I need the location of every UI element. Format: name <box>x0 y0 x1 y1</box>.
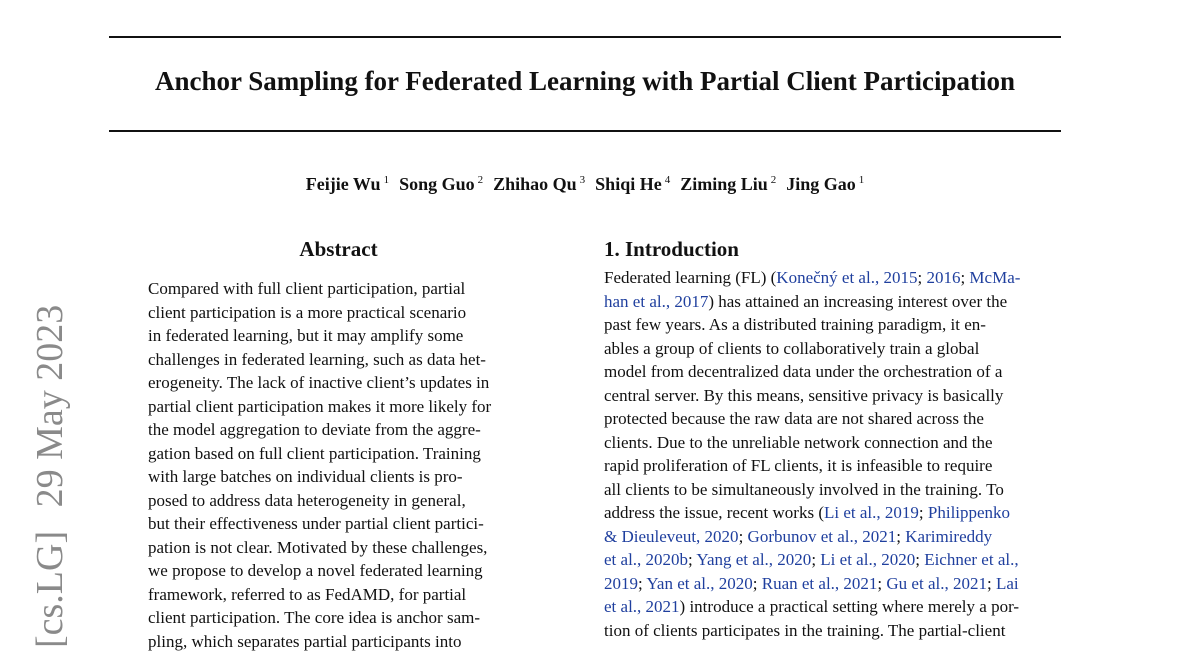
introduction-line <box>604 595 1064 619</box>
author <box>595 174 670 194</box>
citation-link[interactable]: McMa- <box>969 268 1020 287</box>
title-rule-top <box>109 36 1061 38</box>
author-name: Zhihao Qu <box>493 174 577 194</box>
author-affiliation-mark: 3 <box>580 174 586 186</box>
text-run: ) introduce a practical setting where merely a por- <box>680 597 1020 616</box>
text-run: clients. Due to the unreliable network connection and the <box>604 433 993 452</box>
author-name: Feijie Wu <box>306 174 381 194</box>
text-run: ; <box>739 527 748 546</box>
author <box>493 174 585 194</box>
author <box>680 174 776 194</box>
citation-link[interactable]: Li et al., 2020 <box>820 550 915 569</box>
introduction-line <box>604 501 1064 525</box>
text-run: ; <box>688 550 696 569</box>
abstract-line: the model aggregation to deviate from the aggre- <box>148 418 529 442</box>
author-name: Shiqi He <box>595 174 662 194</box>
citation-link[interactable]: Gorbunov et al., 2021 <box>748 527 897 546</box>
citation-link[interactable]: 2016 <box>926 268 960 287</box>
citation-link[interactable]: Yang et al., 2020 <box>696 550 811 569</box>
citation-link[interactable]: Gu et al., 2021 <box>886 574 987 593</box>
author-list <box>0 174 1170 195</box>
introduction-heading: 1. Introduction <box>604 237 739 262</box>
abstract-line: pling, which separates partial participants into <box>148 630 529 653</box>
text-run: ables a group of clients to collaboratively train a global <box>604 339 979 358</box>
citation-link[interactable]: Eichner et al., <box>924 550 1018 569</box>
text-run: ; <box>919 503 928 522</box>
abstract-line: client participation is a more practical scenario <box>148 301 529 325</box>
text-run: address the issue, recent works ( <box>604 503 824 522</box>
author-name: Jing Gao <box>786 174 856 194</box>
introduction-line <box>604 360 1064 384</box>
author-affiliation-mark: 2 <box>771 174 777 186</box>
introduction-line <box>604 384 1064 408</box>
text-run: ; <box>960 268 969 287</box>
text-run: ; <box>896 527 905 546</box>
abstract-line: but their effectiveness under partial client partici- <box>148 512 529 536</box>
citation-link[interactable]: Yan et al., 2020 <box>646 574 752 593</box>
abstract-line: with large batches on individual clients is pro- <box>148 465 529 489</box>
author-affiliation-mark: 4 <box>665 174 671 186</box>
abstract-line: pation is not clear. Motivated by these challenges, <box>148 536 529 560</box>
text-run: ; <box>811 550 820 569</box>
text-run: ; <box>917 268 926 287</box>
arxiv-category: [cs.LG] <box>29 531 71 648</box>
arxiv-date: 29 May 2023 <box>29 305 71 508</box>
author-name: Ziming Liu <box>680 174 768 194</box>
introduction-line <box>604 525 1064 549</box>
abstract-line: posed to address data heterogeneity in general, <box>148 489 529 513</box>
arxiv-sidebar-stamp <box>28 288 72 648</box>
author-name: Song Guo <box>399 174 475 194</box>
text-run: tion of clients participates in the training. The partial-client <box>604 621 1005 640</box>
text-run: rapid proliferation of FL clients, it is infeasible to require <box>604 456 992 475</box>
introduction-line <box>604 337 1064 361</box>
abstract-line: client participation. The core idea is anchor sam- <box>148 606 529 630</box>
citation-link[interactable]: han et al., 2017 <box>604 292 708 311</box>
paper-title: Anchor Sampling for Federated Learning with Partial Client Participation <box>0 66 1170 97</box>
citation-link[interactable]: Konečný et al., 2015 <box>776 268 917 287</box>
introduction-line <box>604 431 1064 455</box>
citation-link[interactable]: et al., 2021 <box>604 597 680 616</box>
text-run: Federated learning (FL) ( <box>604 268 776 287</box>
text-run: all clients to be simultaneously involved in the training. To <box>604 480 1004 499</box>
author-affiliation-mark: 1 <box>384 174 390 186</box>
introduction-line <box>604 572 1064 596</box>
text-run: ; <box>987 574 996 593</box>
citation-link[interactable]: & Dieuleveut, 2020 <box>604 527 739 546</box>
citation-link[interactable]: Li et al., 2019 <box>824 503 919 522</box>
introduction-line <box>604 478 1064 502</box>
text-run: ; <box>915 550 924 569</box>
abstract-line: erogeneity. The lack of inactive client’s updates in <box>148 371 529 395</box>
abstract-line: gation based on full client participation. Training <box>148 442 529 466</box>
author <box>786 174 864 194</box>
author <box>399 174 483 194</box>
citation-link[interactable]: Philippenko <box>928 503 1010 522</box>
abstract-line: Compared with full client participation, partial <box>148 277 529 301</box>
introduction-body <box>604 266 1064 642</box>
abstract-line: partial client participation makes it more likely for <box>148 395 529 419</box>
text-run: ; <box>877 574 886 593</box>
author-affiliation-mark: 2 <box>478 174 484 186</box>
abstract-heading: Abstract <box>148 237 529 262</box>
text-run: past few years. As a distributed training paradigm, it en- <box>604 315 986 334</box>
citation-link[interactable]: Ruan et al., 2021 <box>762 574 878 593</box>
introduction-line <box>604 407 1064 431</box>
citation-link[interactable]: et al., 2020b <box>604 550 688 569</box>
introduction-line <box>604 266 1064 290</box>
text-run: model from decentralized data under the orchestration of a <box>604 362 1002 381</box>
abstract-line: we propose to develop a novel federated learning <box>148 559 529 583</box>
text-run: ) has attained an increasing interest over the <box>708 292 1007 311</box>
text-run: ; <box>753 574 762 593</box>
author-affiliation-mark: 1 <box>859 174 865 186</box>
text-run: central server. By this means, sensitive privacy is basically <box>604 386 1003 405</box>
introduction-line <box>604 548 1064 572</box>
citation-link[interactable]: Lai <box>996 574 1019 593</box>
text-run: ; <box>638 574 646 593</box>
title-rule-bottom <box>109 130 1061 132</box>
abstract-line: challenges in federated learning, such as data het- <box>148 348 529 372</box>
author <box>306 174 389 194</box>
abstract-body <box>148 277 529 653</box>
text-run: protected because the raw data are not shared across the <box>604 409 984 428</box>
introduction-line <box>604 290 1064 314</box>
citation-link[interactable]: Karimireddy <box>905 527 992 546</box>
introduction-line <box>604 619 1064 643</box>
abstract-line: in federated learning, but it may amplify some <box>148 324 529 348</box>
introduction-line <box>604 313 1064 337</box>
citation-link[interactable]: 2019 <box>604 574 638 593</box>
introduction-line <box>604 454 1064 478</box>
abstract-line: framework, referred to as FedAMD, for partial <box>148 583 529 607</box>
